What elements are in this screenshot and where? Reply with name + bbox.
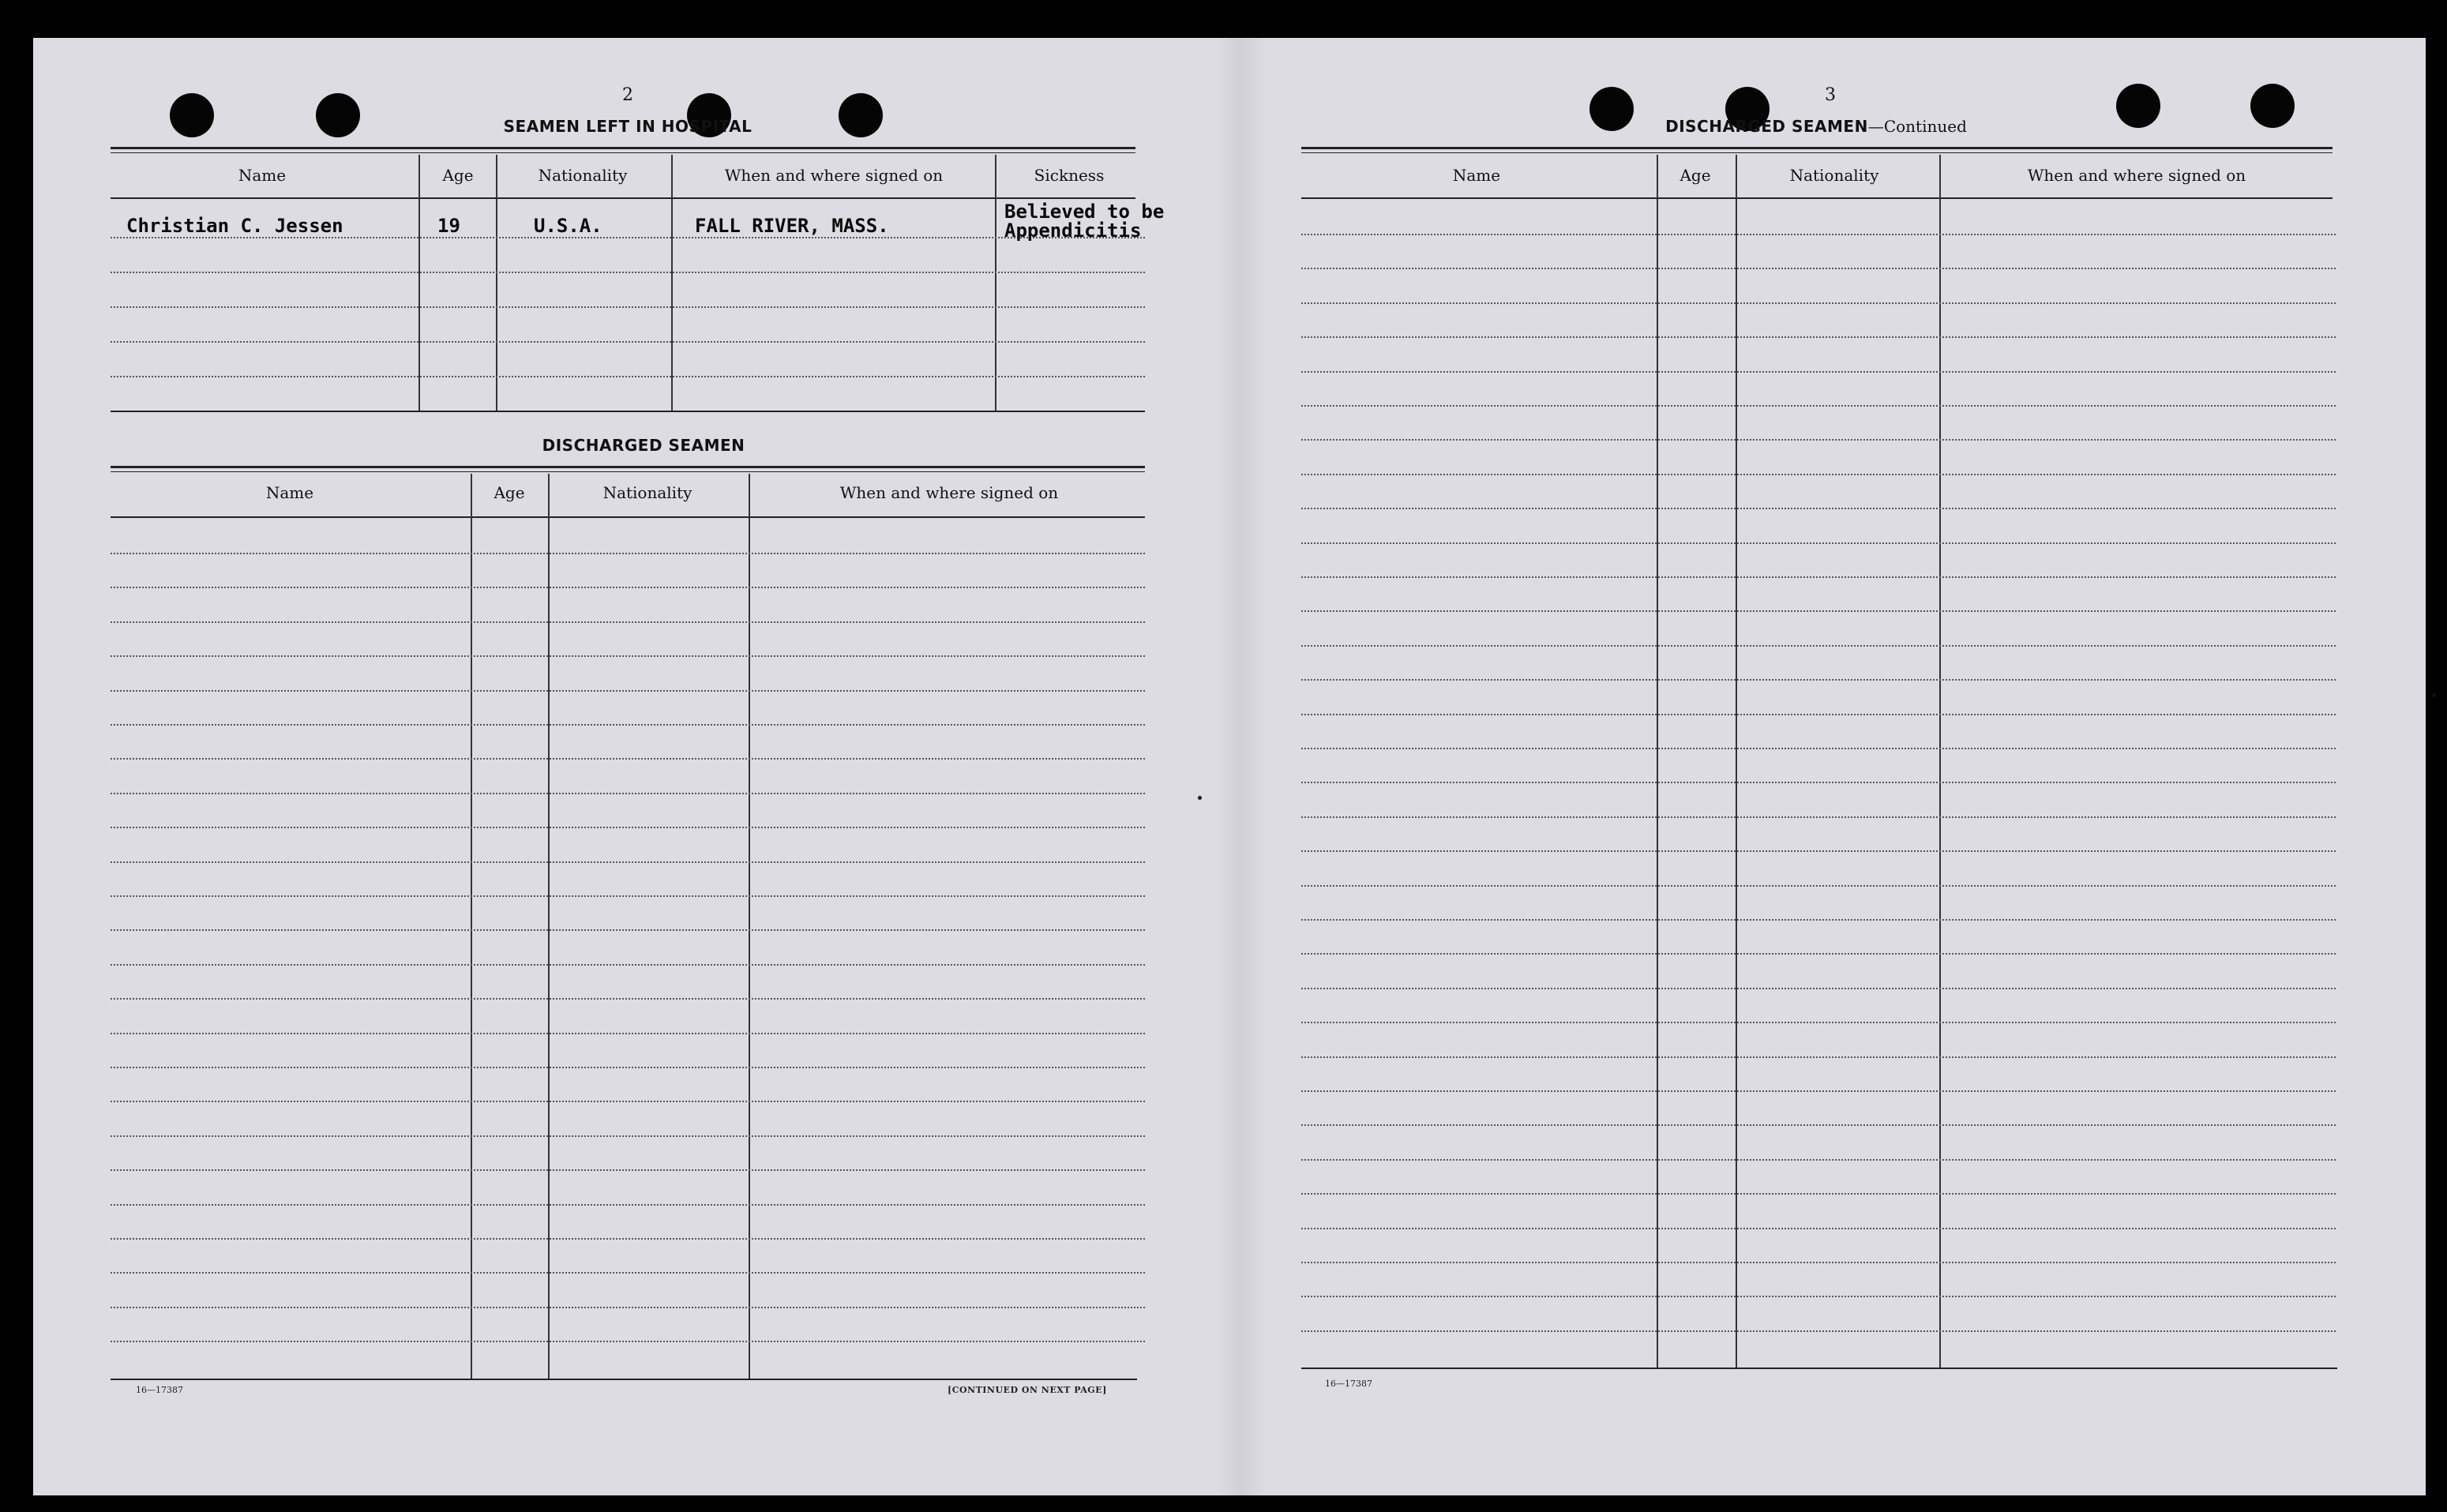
row-line [1301, 816, 2336, 818]
discharged-section-title: DISCHARGED SEAMEN [542, 436, 745, 455]
entry-age: 19 [437, 215, 460, 237]
punch-hole [2250, 84, 2295, 128]
table-top-rule [1301, 147, 2333, 149]
section-title-suffix: —Continued [1867, 117, 1967, 136]
row-line [111, 1101, 1145, 1102]
row-line [111, 724, 1145, 726]
row-line [1301, 953, 2336, 955]
row-line [1301, 1022, 2336, 1023]
page-number: 3 [1825, 85, 1836, 105]
entry-name: Christian C. Jessen [126, 215, 343, 237]
row-line [111, 690, 1145, 692]
row-line [1301, 474, 2336, 475]
row-line [1301, 371, 2336, 373]
row-line [111, 655, 1145, 657]
column-divider [995, 155, 996, 412]
entry-sickness: Believed to be Appendicitis [1004, 201, 1165, 242]
ink-speck [1198, 796, 1202, 800]
column-divider [418, 155, 420, 412]
document-paper [33, 38, 2426, 1495]
row-line [111, 587, 1145, 588]
column-header-age: Age [1679, 166, 1711, 185]
row-line [1301, 714, 2336, 715]
column-header-signed-on: When and where signed on [839, 483, 1059, 502]
row-line [111, 1135, 1145, 1137]
row-line [1301, 850, 2336, 852]
hospital-section-title: SEAMEN LEFT IN HOSPITAL [503, 117, 752, 136]
row-line [111, 341, 1145, 343]
column-header-name: Name [1452, 166, 1501, 185]
row-line [1301, 610, 2336, 612]
form-number: 16—17387 [136, 1385, 183, 1395]
row-line [1301, 885, 2336, 887]
row-line [111, 861, 1145, 863]
row-line [111, 1033, 1145, 1034]
column-header-nationality: Nationality [602, 483, 692, 502]
table-bottom-rule [1301, 1368, 2337, 1369]
row-line [1301, 508, 2336, 509]
row-line [1301, 1296, 2336, 1297]
table-bottom-rule [111, 1379, 1137, 1380]
column-header-nationality: Nationality [1789, 166, 1879, 185]
row-line [1301, 439, 2336, 441]
row-line [111, 1204, 1145, 1206]
row-line [1301, 234, 2336, 235]
row-line [1301, 268, 2336, 269]
entry-signed-on: FALL RIVER, MASS. [695, 215, 889, 237]
row-line [1301, 1330, 2336, 1332]
row-line [1301, 542, 2336, 544]
row-line [111, 1272, 1145, 1274]
table-top-rule [111, 147, 1135, 149]
discharged-continued-title [1665, 117, 1967, 136]
row-line [111, 272, 1145, 273]
row-line [1301, 919, 2336, 921]
row-line [111, 964, 1145, 966]
row-line [1301, 405, 2336, 407]
row-line [111, 793, 1145, 794]
row-line [1301, 1056, 2336, 1058]
punch-hole [839, 93, 883, 137]
punch-hole [170, 93, 214, 137]
header-bottom-rule [111, 516, 1145, 518]
punch-hole [1589, 87, 1634, 131]
row-line [1301, 748, 2336, 749]
row-line [1301, 302, 2336, 304]
row-line [111, 1238, 1145, 1240]
header-bottom-rule [1301, 197, 2333, 199]
column-header-signed-on: When and where signed on [2027, 166, 2246, 185]
table-top-rule [111, 471, 1145, 472]
column-divider [496, 155, 497, 412]
form-number: 16—17387 [1325, 1379, 1372, 1389]
table-top-rule [1301, 152, 2333, 153]
column-header-sickness: Sickness [1034, 166, 1105, 185]
row-line [1301, 679, 2336, 681]
row-line [111, 1067, 1145, 1068]
row-line [111, 1307, 1145, 1308]
column-header-age: Age [494, 483, 525, 502]
row-line [111, 929, 1145, 931]
row-line [111, 758, 1145, 760]
table-top-rule [111, 152, 1135, 153]
row-line [1301, 336, 2336, 338]
page-gutter [1218, 38, 1265, 1495]
continued-note: [CONTINUED ON NEXT PAGE] [948, 1385, 1107, 1395]
table-bottom-rule [111, 411, 1145, 412]
row-line [111, 895, 1145, 897]
row-line [1301, 782, 2336, 783]
column-divider [671, 155, 673, 412]
row-line [1301, 1228, 2336, 1229]
page-number: 2 [622, 85, 633, 105]
row-line [111, 237, 1145, 238]
column-header-signed-on: When and where signed on [724, 166, 944, 185]
punch-hole [316, 93, 360, 137]
table-top-rule [111, 466, 1145, 468]
header-bottom-rule [111, 197, 1135, 199]
row-line [111, 621, 1145, 623]
row-line [111, 306, 1145, 308]
row-line [111, 1169, 1145, 1171]
column-divider [749, 474, 750, 1379]
row-line [1301, 1159, 2336, 1161]
row-line [1301, 645, 2336, 647]
row-line [111, 553, 1145, 554]
row-line [111, 827, 1145, 828]
row-line [1301, 1262, 2336, 1263]
row-line [1301, 576, 2336, 578]
column-divider [548, 474, 550, 1379]
row-line [1301, 1193, 2336, 1195]
column-header-age: Age [442, 166, 474, 185]
row-line [1301, 1090, 2336, 1092]
ink-speck [2432, 693, 2436, 697]
punch-hole [2116, 84, 2160, 128]
column-header-name: Name [265, 483, 314, 502]
row-line [1301, 1124, 2336, 1126]
row-line [111, 1341, 1145, 1342]
column-header-nationality: Nationality [538, 166, 628, 185]
row-line [111, 376, 1145, 377]
section-title-main: DISCHARGED SEAMEN [1665, 117, 1868, 136]
entry-nationality: U.S.A. [534, 215, 602, 237]
row-line [111, 998, 1145, 1000]
column-divider [471, 474, 472, 1379]
row-line [1301, 988, 2336, 989]
column-header-name: Name [238, 166, 287, 185]
